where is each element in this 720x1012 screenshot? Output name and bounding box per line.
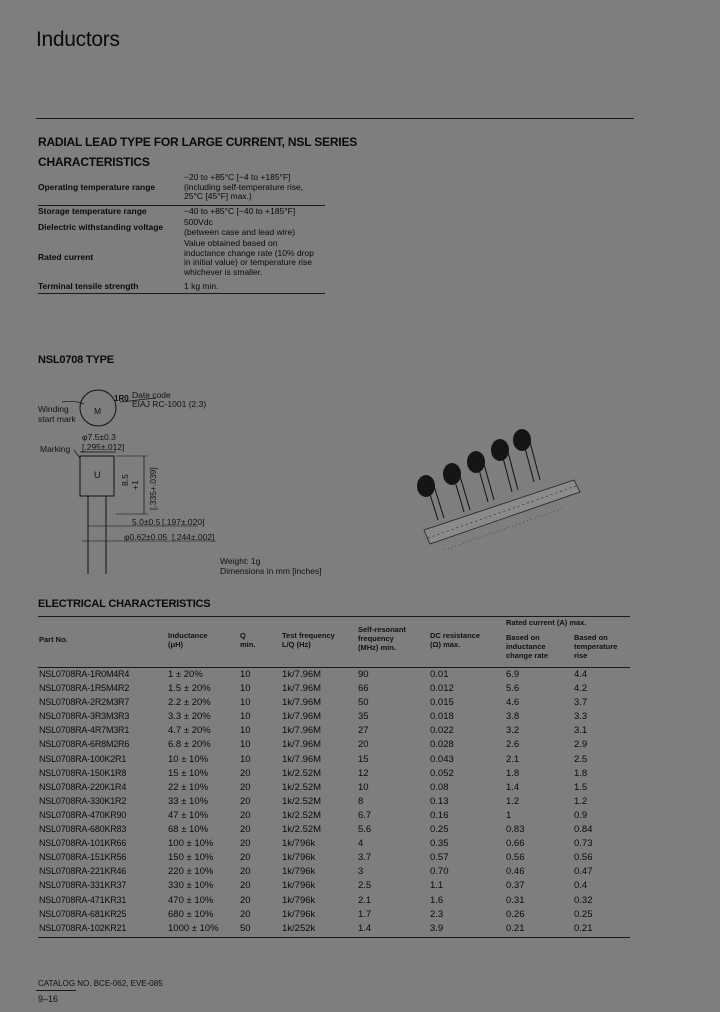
- cell-dcr: 0.25: [430, 824, 449, 836]
- cell-rb: 1.5: [574, 781, 588, 793]
- height-in: [.335+.039]: [148, 467, 158, 510]
- characteristic-label: Rated current: [38, 252, 94, 263]
- winding-label: Winding: [38, 404, 69, 414]
- cell-srf: 2.1: [358, 894, 372, 906]
- header-part: Part No.: [39, 635, 68, 644]
- header-srf-2: frequency: [358, 634, 394, 643]
- cell-srf: 10: [358, 781, 369, 793]
- cell-q: 20: [240, 767, 251, 779]
- table-row: [38, 879, 630, 893]
- carrier-tape: [424, 480, 580, 544]
- header-rb-3: rise: [574, 651, 588, 660]
- cell-q: 10: [240, 669, 251, 680]
- cell-ra: 0.83: [506, 824, 525, 836]
- date-code-label: Date code: [132, 390, 171, 400]
- pitch-value: 5.0±0.5: [132, 517, 161, 527]
- product-photo: [404, 420, 584, 560]
- cell-tf: 1k/7.96M: [282, 753, 322, 765]
- cell-tf: 1k/796k: [282, 838, 316, 850]
- cell-srf: 8: [358, 795, 364, 807]
- cell-tf: 1k/7.96M: [282, 711, 322, 723]
- table-row: [38, 894, 630, 908]
- cell-tf: 1k/7.96M: [282, 697, 322, 709]
- cell-q: 20: [240, 838, 251, 850]
- cell-rb: 0.56: [574, 852, 593, 864]
- cell-srf: 27: [358, 725, 369, 737]
- cell-tf: 1k/7.96M: [282, 725, 322, 737]
- header-inductance-unit: (μH): [168, 640, 183, 649]
- table-row: [38, 724, 630, 738]
- cell-srf: 90: [358, 669, 369, 680]
- header-rule: [36, 118, 634, 119]
- characteristic-value-line: 500Vdc: [184, 217, 213, 227]
- cell-ind: 33 ± 10%: [168, 795, 209, 807]
- cell-ra: 2.6: [506, 739, 520, 751]
- outer-diameter: φ7.5±0.3: [82, 432, 116, 442]
- characteristic-value-line: −40 to +85°C [−40 to +185°F]: [184, 205, 296, 216]
- cell-q: 20: [240, 908, 251, 920]
- pitch-in: [.197±.020]: [162, 517, 205, 527]
- cell-dcr: 0.08: [430, 781, 449, 793]
- page-number: 9–16: [38, 994, 59, 1004]
- header-srf-unit: (MHz) min.: [358, 643, 396, 652]
- electrical-title: ELECTRICAL CHARACTERISTICS: [38, 598, 211, 610]
- characteristic-value-line: whichever is smaller.: [184, 266, 263, 277]
- characteristic-value: [184, 172, 325, 205]
- cell-tf: 1k/796k: [282, 852, 316, 864]
- table-row: [38, 809, 630, 823]
- cell-rb: 3.1: [574, 725, 588, 737]
- cell-ra: 2.1: [506, 753, 520, 765]
- header-test-frequency: Test frequency: [282, 631, 335, 640]
- characteristic-value-line: 25°C [45°F] max.): [184, 191, 252, 201]
- cell-srf: 20: [358, 739, 369, 751]
- cell-part: NSL0708RA-330K1R2: [39, 795, 127, 806]
- cell-rb: 4.4: [574, 669, 588, 680]
- cell-part: NSL0708RA-331KR37: [39, 880, 127, 891]
- cell-part: NSL0708RA-150K1R8: [39, 767, 127, 778]
- cell-rb: 1.2: [574, 795, 588, 807]
- cell-q: 20: [240, 866, 251, 878]
- characteristic-value-line: Value obtained based on: [184, 238, 278, 248]
- cell-ra: 1.4: [506, 781, 520, 793]
- cell-srf: 2.5: [358, 880, 372, 892]
- cell-rb: 0.21: [574, 922, 593, 934]
- cell-rb: 0.32: [574, 894, 593, 906]
- table-row: [38, 865, 630, 879]
- cell-rb: 0.9: [574, 809, 588, 821]
- cell-srf: 12: [358, 767, 369, 779]
- inductor-4: [491, 439, 518, 492]
- height-tolerance: +1: [130, 480, 140, 490]
- cell-ind: 47 ± 10%: [168, 809, 209, 821]
- cell-part: NSL0708RA-100K2R1: [39, 753, 127, 764]
- cell-part: NSL0708RA-151KR56: [39, 852, 127, 863]
- characteristics-row: [38, 238, 325, 278]
- cell-ind: 470 ± 10%: [168, 894, 214, 906]
- characteristic-value: [184, 217, 325, 238]
- cell-ind: 1 ± 20%: [168, 669, 203, 680]
- cell-ra: 0.31: [506, 894, 525, 906]
- characteristics-table: [38, 172, 325, 294]
- start-mark-label: start mark: [38, 414, 76, 424]
- cell-srf: 15: [358, 753, 369, 765]
- cell-srf: 1.7: [358, 908, 372, 920]
- cell-dcr: 0.052: [430, 767, 454, 779]
- cell-dcr: 3.9: [430, 922, 444, 934]
- header-ra-1: Based on: [506, 633, 540, 642]
- electrical-table-header: [38, 616, 630, 668]
- cell-tf: 1k/2.52M: [282, 824, 322, 836]
- cell-ra: 1.8: [506, 767, 520, 779]
- cell-part: NSL0708RA-1R5M4R2: [39, 683, 130, 694]
- cell-ra: 6.9: [506, 669, 520, 680]
- mid-code: M: [94, 406, 102, 416]
- cell-part: NSL0708RA-220K1R4: [39, 781, 127, 792]
- cell-q: 10: [240, 753, 251, 765]
- marking-label: Marking: [40, 444, 71, 454]
- cell-part: NSL0708RA-3R3M3R3: [39, 711, 130, 722]
- cell-ind: 100 ± 10%: [168, 838, 214, 850]
- cell-part: NSL0708RA-102KR21: [39, 922, 127, 933]
- cell-ind: 6.8 ± 20%: [168, 739, 211, 751]
- characteristic-label: Dielectric withstanding voltage: [38, 221, 164, 232]
- dimension-diagram: [36, 386, 336, 586]
- wire-diameter: φ0.62±0.05: [124, 532, 168, 542]
- type-title: NSL0708 TYPE: [38, 354, 114, 366]
- dimension-drawing: [36, 386, 336, 586]
- table-row: [38, 696, 630, 710]
- table-row: [38, 668, 630, 682]
- cell-tf: 1k/796k: [282, 880, 316, 892]
- dimensions-note: Dimensions in mm [inches]: [220, 566, 322, 576]
- cell-tf: 1k/2.52M: [282, 781, 322, 793]
- cell-rb: 0.47: [574, 866, 593, 878]
- electrical-table: [38, 616, 630, 938]
- cell-dcr: 0.028: [430, 739, 454, 751]
- cell-srf: 4: [358, 838, 364, 850]
- cell-dcr: 1.6: [430, 894, 444, 906]
- cell-ind: 68 ± 10%: [168, 824, 209, 836]
- header-q: Q: [240, 631, 246, 640]
- cell-ind: 15 ± 10%: [168, 767, 209, 779]
- cell-rb: 1.8: [574, 767, 588, 779]
- characteristic-value-line: 1 kg min.: [184, 281, 219, 291]
- cell-dcr: 0.01: [430, 669, 449, 680]
- cell-q: 20: [240, 781, 251, 793]
- characteristic-value: [184, 205, 325, 217]
- cell-ind: 1000 ± 10%: [168, 922, 219, 934]
- cell-ra: 0.37: [506, 880, 525, 892]
- cell-dcr: 2.3: [430, 908, 444, 920]
- characteristic-value-line: (including self-temperature rise,: [184, 181, 304, 192]
- cell-q: 10: [240, 725, 251, 737]
- cell-rb: 4.2: [574, 683, 588, 695]
- table-row: [38, 738, 630, 752]
- cell-srf: 3: [358, 866, 364, 878]
- cell-srf: 50: [358, 697, 369, 709]
- table-row: [38, 922, 630, 936]
- cell-tf: 1k/2.52M: [282, 809, 322, 821]
- cell-tf: 1k/252k: [282, 922, 316, 934]
- cell-q: 10: [240, 683, 251, 695]
- table-row: [38, 908, 630, 922]
- section-title: RADIAL LEAD TYPE FOR LARGE CURRENT, NSL SERIES: [38, 135, 358, 149]
- cell-ind: 1.5 ± 20%: [168, 683, 211, 695]
- cell-dcr: 0.012: [430, 683, 454, 695]
- cell-dcr: 0.018: [430, 711, 454, 723]
- cell-q: 50: [240, 922, 251, 934]
- cell-dcr: 0.70: [430, 866, 449, 878]
- cell-dcr: 0.35: [430, 838, 449, 850]
- cell-srf: 6.7: [358, 809, 372, 821]
- cell-ra: 0.21: [506, 922, 525, 934]
- cell-tf: 1k/7.96M: [282, 739, 322, 751]
- cell-ra: 0.46: [506, 866, 525, 878]
- cell-ind: 4.7 ± 20%: [168, 725, 211, 737]
- cell-rb: 0.25: [574, 908, 593, 920]
- characteristic-label: Storage temperature range: [38, 205, 147, 216]
- cell-tf: 1k/796k: [282, 894, 316, 906]
- cell-tf: 1k/7.96M: [282, 683, 322, 695]
- cell-dcr: 1.1: [430, 880, 444, 892]
- characteristic-value: [184, 238, 325, 278]
- cell-rb: 0.84: [574, 824, 593, 836]
- header-ra-2: inductance: [506, 642, 546, 651]
- cell-rb: 3.3: [574, 711, 588, 723]
- cell-rb: 2.9: [574, 739, 588, 751]
- cell-ind: 2.2 ± 20%: [168, 697, 211, 709]
- cell-srf: 66: [358, 683, 369, 695]
- header-q-min: min.: [240, 640, 256, 649]
- cell-ra: 1: [506, 809, 512, 821]
- characteristic-value-line: in initial value) or temperature rise: [184, 257, 313, 267]
- cell-q: 20: [240, 809, 251, 821]
- footer-rule: [36, 990, 76, 991]
- wire-diameter-in: [.244±.002]: [172, 532, 215, 542]
- inductor-3: [467, 451, 494, 502]
- cell-ra: 3.8: [506, 711, 520, 723]
- table-bottom-rule: [38, 937, 630, 938]
- cell-part: NSL0708RA-4R7M3R1: [39, 725, 130, 736]
- characteristics-row: [38, 172, 325, 205]
- cell-tf: 1k/796k: [282, 866, 316, 878]
- catalog-number: CATALOG NO. BCE-062, EVE-085: [38, 979, 163, 988]
- cell-q: 20: [240, 880, 251, 892]
- inductor-5: [513, 429, 540, 482]
- characteristic-label: Operating temperature range: [38, 172, 184, 205]
- weight-label: Weight: 1g: [220, 556, 261, 566]
- cell-tf: 1k/796k: [282, 908, 316, 920]
- cell-ind: 330 ± 10%: [168, 880, 214, 892]
- cell-ra: 0.26: [506, 908, 525, 920]
- cell-part: NSL0708RA-2R2M3R7: [39, 697, 130, 708]
- cell-part: NSL0708RA-471KR31: [39, 894, 127, 905]
- header-rb-2: temperature: [574, 642, 618, 651]
- characteristics-row: [38, 205, 325, 217]
- cell-q: 20: [240, 824, 251, 836]
- cell-ra: 0.66: [506, 838, 525, 850]
- cell-srf: 35: [358, 711, 369, 723]
- marking-leader: [74, 450, 80, 458]
- cell-q: 20: [240, 894, 251, 906]
- characteristic-value-line: inductance change rate (10% drop: [184, 247, 314, 258]
- electrical-table-body: [38, 668, 630, 936]
- cell-tf: 1k/2.52M: [282, 795, 322, 807]
- cell-rb: 0.73: [574, 838, 593, 850]
- cell-tf: 1k/2.52M: [282, 767, 322, 779]
- characteristics-row: [38, 278, 325, 293]
- cell-part: NSL0708RA-221KR46: [39, 866, 127, 877]
- cell-tf: 1k/7.96M: [282, 669, 322, 680]
- characteristics-title: CHARACTERISTICS: [38, 155, 150, 169]
- inductor-1: [417, 475, 444, 520]
- table-row: [38, 767, 630, 781]
- characteristic-value-line: (between case and lead wire): [184, 226, 296, 237]
- cell-ind: 680 ± 10%: [168, 908, 214, 920]
- cell-part: NSL0708RA-680KR83: [39, 824, 127, 835]
- header-srf: Self-resonant: [358, 625, 406, 634]
- cell-dcr: 0.015: [430, 697, 454, 709]
- header-rb-1: Based on: [574, 633, 608, 642]
- cell-q: 10: [240, 739, 251, 751]
- table-row: [38, 781, 630, 795]
- cell-rb: 3.7: [574, 697, 588, 709]
- cell-ind: 10 ± 10%: [168, 753, 209, 765]
- cell-ra: 3.2: [506, 725, 520, 737]
- cell-dcr: 0.57: [430, 852, 449, 864]
- cell-ra: 0.56: [506, 852, 525, 864]
- cell-rb: 0.4: [574, 880, 588, 892]
- table-row: [38, 682, 630, 696]
- inductor-2: [443, 463, 470, 512]
- cell-dcr: 0.043: [430, 753, 454, 765]
- cell-part: NSL0708RA-681KR25: [39, 908, 127, 919]
- cell-q: 20: [240, 852, 251, 864]
- table-row: [38, 710, 630, 724]
- characteristic-value-line: −20 to +85°C [−4 to +185°F]: [184, 172, 291, 182]
- characteristic-label: Terminal tensile strength: [38, 278, 184, 293]
- cell-srf: 5.6: [358, 824, 372, 836]
- header-inductance: Inductance: [168, 631, 208, 640]
- body-code: U: [94, 470, 101, 480]
- height-value: 8.5: [120, 474, 130, 486]
- header-rated-current: Rated current (A) max.: [506, 618, 587, 627]
- top-code: 1R0: [114, 394, 129, 403]
- header-test-frequency-unit: L/Q (Hz): [282, 640, 311, 649]
- cell-part: NSL0708RA-101KR66: [39, 838, 127, 849]
- table-row: [38, 823, 630, 837]
- cell-part: NSL0708RA-470KR90: [39, 809, 127, 820]
- cell-dcr: 0.13: [430, 795, 449, 807]
- cell-ind: 220 ± 10%: [168, 866, 214, 878]
- table-row: [38, 795, 630, 809]
- cell-ind: 22 ± 10%: [168, 781, 209, 793]
- cell-ra: 1.2: [506, 795, 520, 807]
- cell-q: 10: [240, 711, 251, 723]
- header-dc-resistance-unit: (Ω) max.: [430, 640, 461, 649]
- header-dc-resistance: DC resistance: [430, 631, 481, 640]
- cell-ind: 3.3 ± 20%: [168, 711, 211, 723]
- cell-dcr: 0.022: [430, 725, 454, 737]
- cell-ra: 4.6: [506, 697, 520, 709]
- outer-diameter-in: [.295±.012]: [82, 442, 125, 452]
- header-ra-3: change rate: [506, 651, 549, 660]
- cell-ra: 5.6: [506, 683, 520, 695]
- eiaj-label: EIAJ RC-1001 (2.3): [132, 399, 207, 409]
- cell-q: 10: [240, 697, 251, 709]
- table-row: [38, 851, 630, 865]
- cell-part: NSL0708RA-6R8M2R6: [39, 739, 130, 750]
- page-title: Inductors: [36, 28, 120, 51]
- cell-dcr: 0.16: [430, 809, 449, 821]
- table-row: [38, 837, 630, 851]
- cell-srf: 1.4: [358, 922, 372, 934]
- cell-ind: 150 ± 10%: [168, 852, 214, 864]
- cell-q: 20: [240, 795, 251, 807]
- cell-part: NSL0708RA-1R0M4R4: [39, 669, 130, 679]
- cell-rb: 2.5: [574, 753, 588, 765]
- table-row: [38, 753, 630, 767]
- cell-srf: 3.7: [358, 852, 372, 864]
- characteristic-value: [184, 278, 325, 293]
- characteristics-row: [38, 217, 325, 238]
